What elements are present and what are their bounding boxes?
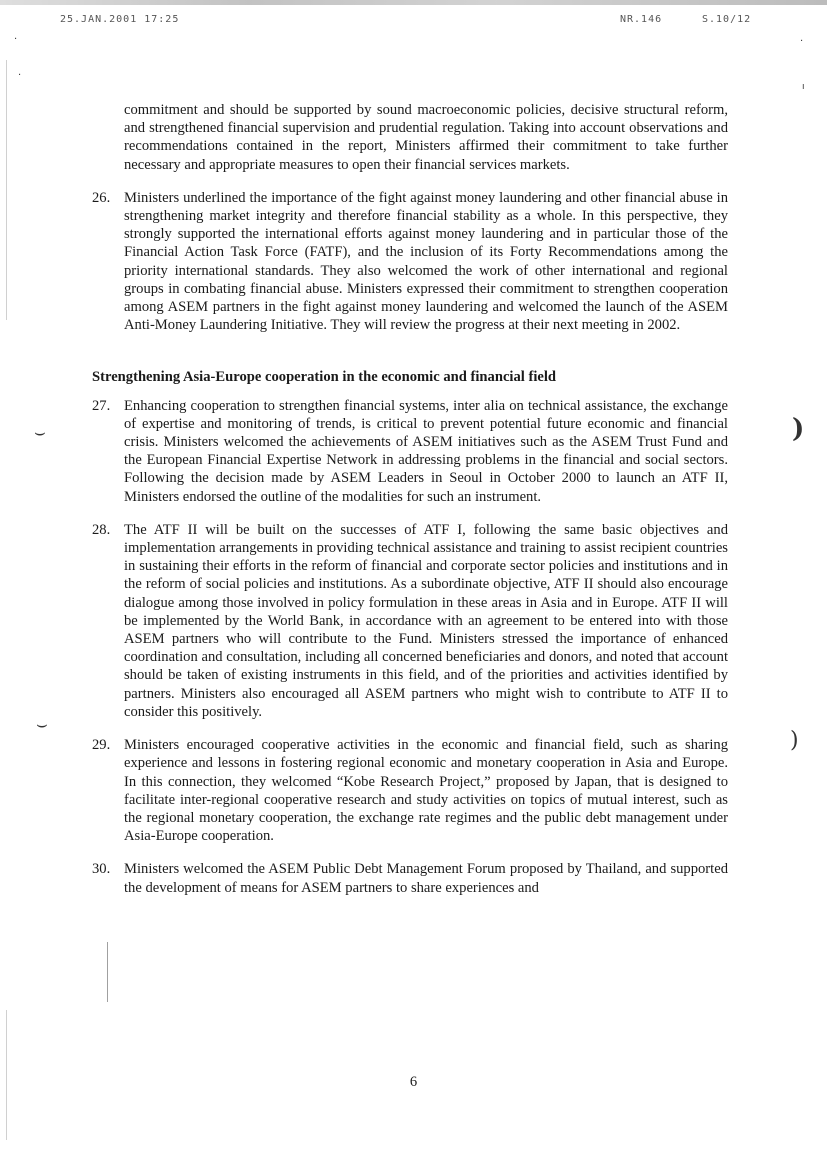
binding-mark: ) [792, 414, 805, 444]
scan-speck: · [800, 36, 804, 47]
fax-transmission-strip [0, 0, 827, 5]
paragraph-text: The ATF II will be built on the successes of ATF I, following the same basic objectives and implementation arrangements in providing technical assistance and training to assist recipient countries in sustaining their efforts in the reform of financial and corporate sector policies and institutions and in the reform of social policies and institutions. As a subordinate objective, ATF II should also encourage dialogue among those involved in policy formulation in these areas in Asia and in Europe. ATF II will be implemented by the World Bank, in accordance with an agreement to be entered into with those ASEM partners who will contribute to the Fund. Ministers stressed the importance of enhanced coordination and consultation, including all concerned beneficiaries and donors, and noted that account should be taken of existing instruments in this field, and of the priorities and activities identified by partners. Ministers also encouraged all ASEM partners who might wish to contribute to ATF II to consider this positively. [124, 521, 728, 720]
paragraph-27 [92, 397, 728, 506]
paragraph-26 [92, 189, 728, 335]
scan-speck: · [18, 70, 22, 81]
paragraph-number: 26. [92, 189, 111, 206]
revision-bar [107, 942, 108, 1002]
scan-edge-line [6, 60, 7, 320]
paragraph-number: 30. [92, 861, 111, 878]
punch-hole-mark: ⌣ [34, 422, 46, 443]
paragraph-text: Ministers encouraged cooperative activities in the economic and financial field, such as sharing experience and lessons in fostering regional economic and monetary cooperation in Asia and Europe. In this connection, they welcomed “Kobe Research Project,” proposed by Japan, that is designed to facilitate inter-regional cooperative research and study activities on topics of mutual interest, such as the regional monetary cooperation, the exchange rate regimes and the public debt management under Asia-Europe cooperation. [124, 737, 728, 845]
punch-hole-mark: ⌣ [36, 714, 48, 735]
page-number: 6 [409, 1074, 418, 1090]
paragraph-number: 29. [92, 737, 111, 754]
paragraph-number: 27. [92, 397, 111, 414]
section-heading: Strengthening Asia-Europe cooperation in the economic and financial field [92, 369, 557, 386]
paragraph-continuation: commitment and should be supported by sound macroeconomic policies, decisive structural reform, and strengthened financial supervision and prudential regulation. Taking into account observations and recommendations contained in the report, Ministers affirmed their commitment to take further necessary and appropriate measures to open their financial services markets. [124, 102, 728, 173]
fax-header-page: S.10/12 [702, 14, 752, 25]
fax-header-number: NR.146 [620, 14, 663, 25]
paragraph-number: 28. [92, 521, 111, 538]
paragraph-30 [92, 860, 728, 896]
document-body [92, 101, 728, 897]
paragraph-29 [92, 736, 728, 845]
scan-speck: · [14, 34, 18, 45]
paragraph-text: Ministers underlined the importance of the fight against money laundering and other financial abuse in strengthening market integrity and therefore financial stability as a whole. In this perspective, they strongly supported the international efforts against money laundering and in particular those of the Financial Action Task Force (FATF), and the inclusion of its Forty Recommendations among the priority international standards. They also welcomed the work of other international and regional groups in combating financial abuse. Ministers expressed their commitment to strengthen cooperation among ASEM partners in the fight against money laundering and welcomed the launch of the ASEM Anti-Money Laundering Initiative. They will review the progress at their next meeting in 2002. [124, 189, 728, 334]
fax-header-date-time: 25.JAN.2001 17:25 [60, 14, 180, 25]
paragraph-text: Ministers welcomed the ASEM Public Debt Management Forum proposed by Thailand, and supported the development of means for ASEM partners to share experiences and [124, 861, 728, 896]
paragraph-28 [92, 521, 728, 721]
paragraph-text: Enhancing cooperation to strengthen financial systems, inter alia on technical assistance, the exchange of expertise and monitoring of trends, is critical to prevent potential future economic and financial crisis. Ministers welcomed the achievements of ASEM initiatives such as the ASEM Trust Fund and the European Financial Expertise Network in addressing problems in the financial and social sectors. Following the decision made by ASEM Leaders in Seoul in October 2000 to launch an ATF II, Ministers endorsed the outline of the modalities for such an instrument. [124, 397, 728, 505]
scan-speck: ı [802, 82, 805, 92]
binding-mark: ) [790, 728, 799, 753]
